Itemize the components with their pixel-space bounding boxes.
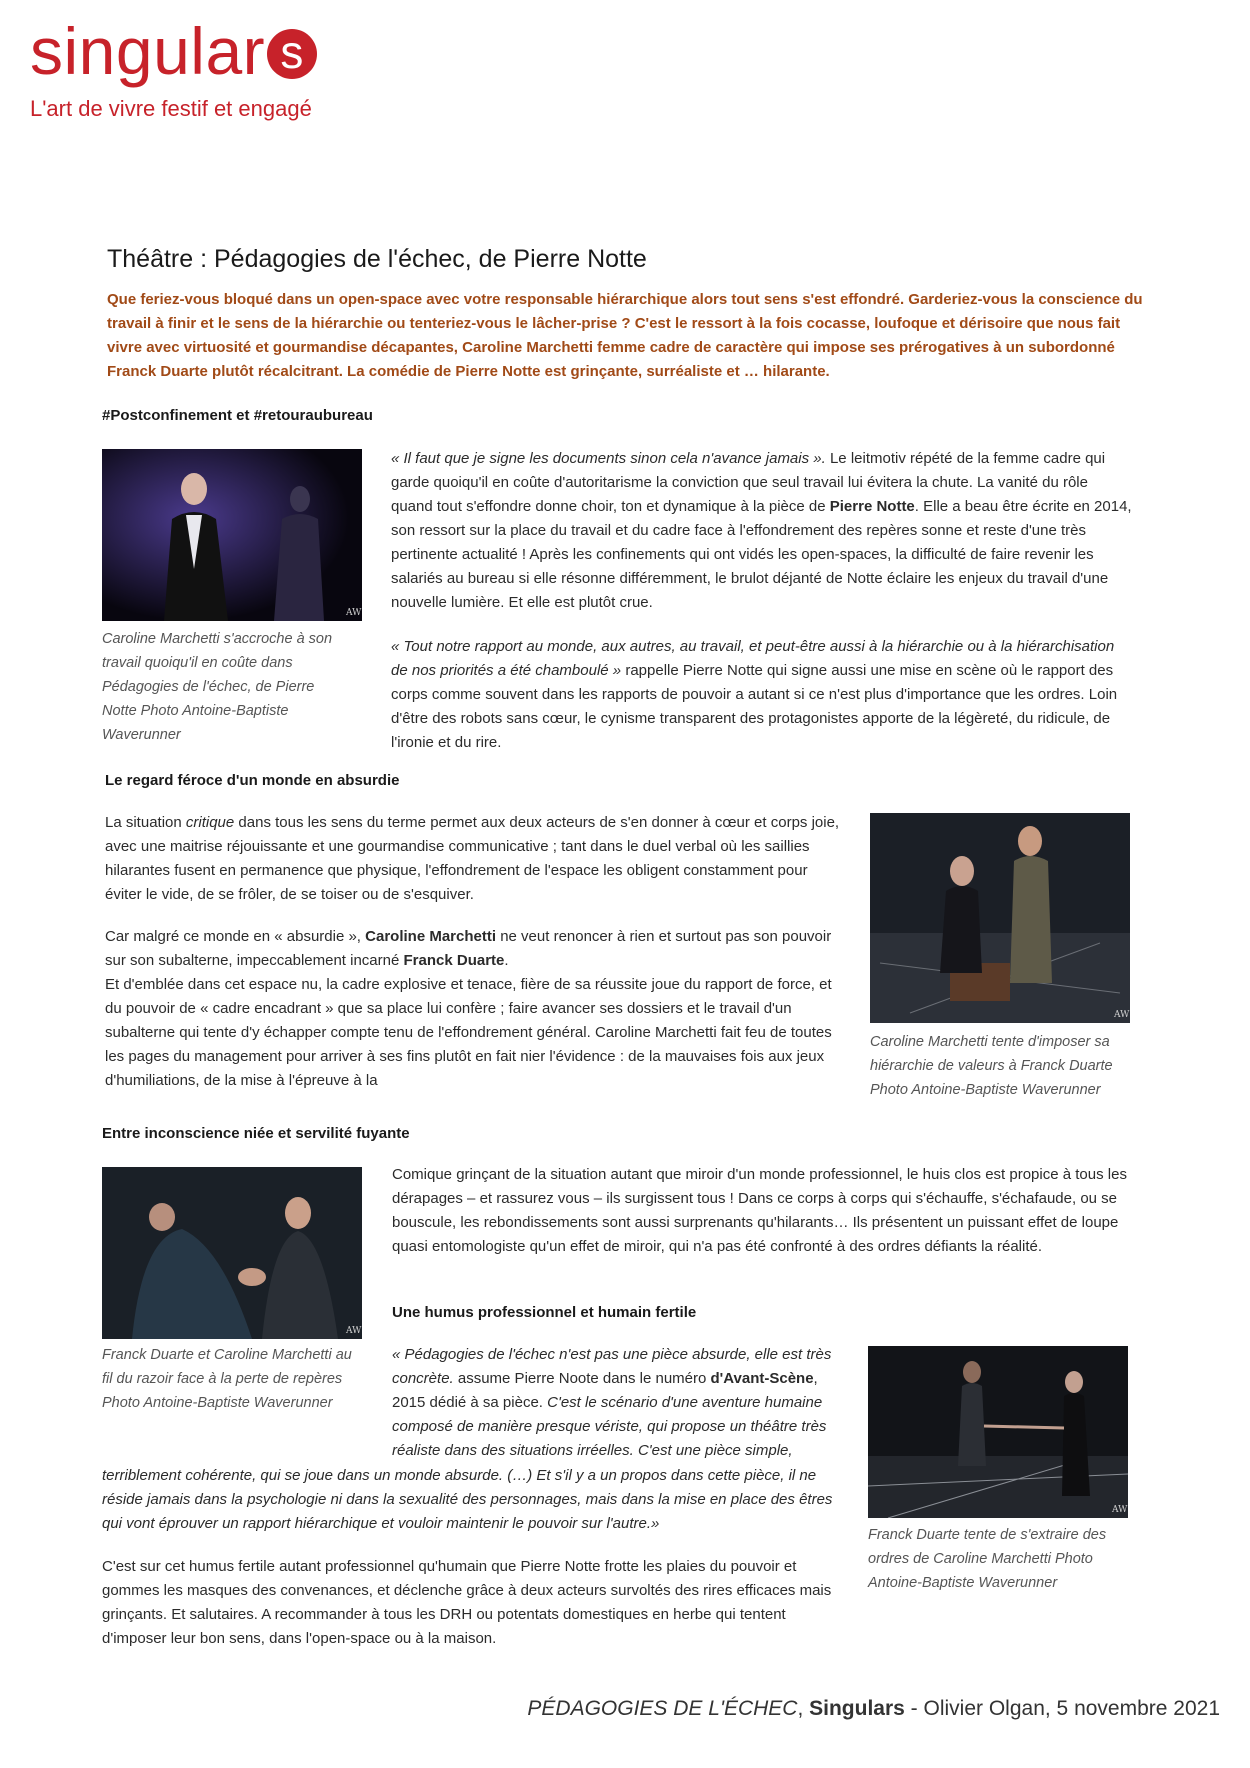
section2-paragraph-2: Car malgré ce monde en « absurdie », Caroline Marchetti ne veut renoncer à rien et surtout pas son pouvoir sur son subalterne, impeccablement incarné Franck Duarte. Et d'emblée dans cet espace nu, la cadre explosive et tenace, fière de sa réussite joue du rapport de force, et du pouvoir de « cadre encadrant » que sa place lui confère ; faire avancer ses dossiers et le travail d'un subalterne qui tente d'y échapper compte tenu de l'effondrement général. Caroline Marchetti fait feu de toutes les pages du management pour arriver à ses fins plutôt en fait nier l'évidence : de la mauvaises fois aux jeux d'humiliations, de la mise à l'épreuve à la	[105, 928, 832, 1089]
photo-3	[102, 1167, 362, 1339]
photo-watermark: AW	[346, 608, 362, 618]
section4-quote-part-2: terriblement cohérente, qui se joue dans un monde absurde. (…) Et s'il y a un propos dans cette pièce, il ne réside jamais dans la psychologie ni dans la sexualité des personnages, mais dans la mise en place des êtres qui vont éprouver un rapport hiérarchique et vouloir maintenir le pouvoir sur l'autre.»	[102, 1467, 833, 1532]
footer-credit: PÉDAGOGIES DE L'ÉCHEC, Singulars - Olivier Olgan, 5 novembre 2021	[527, 1697, 1220, 1720]
section1-paragraph-2: « Tout notre rapport au monde, aux autres, au travail, et peut-être aussi à la hiérarchie ou à la hiérarchisation de nos priorités a été chamboulé » rappelle Pierre Notte qui signe aussi une mise en scène où le rapport des corps comme souvent dans les rapports de pouvoir a autant si ce n'est plus d'importance que les ordres. Loin d'être des robots sans cœur, le cynisme transparent des protagonistes apporte de la légèreté, du ridicule, de l'ironie et du rire.	[391, 638, 1118, 751]
logo-tagline: L'art de vivre festif et engagé	[30, 96, 312, 121]
photo-1	[102, 449, 362, 621]
section3-paragraph-1: Comique grinçant de la situation autant que miroir d'un monde professionnel, le huis clos est propice à tous les dérapages – et rassurez vous – ils surgissent tous ! Dans ce corps à corps qui s'échauffe, s'échafaude, ou se bouscule, les rebondissements sont aussi surprenants qu'hilarants… Ils présentent un puissant effet de loupe quasi entomologiste qu'un effet de miroir, qui n'a pas été confronté à des ordres défiants la réalité.	[392, 1166, 1127, 1255]
section3-heading: Entre inconscience niée et servilité fuyante	[102, 1125, 410, 1142]
section1-paragraph-1: « Il faut que je signe les documents sinon cela n'avance jamais ». Le leitmotiv répété de la femme cadre qui garde quoiqu'il en coûte d'autoritarisme la conviction que seul travail lui évitera la chute. La vanité du rôle quand tout s'effondre donne choir, ton et dynamique à la pièce de Pierre Notte. Elle a beau être écrite en 2014, son ressort sur la place du travail et du cadre face à l'effondrement des repères sonne et reste d'une très pertinente actualité ! Après les confinements qui ont vidés les open-spaces, la difficulté de faire revenir les salariés au bureau si elle résonne différemment, le brulot déjanté de Notte éclaire les enjeux du travail d'une nouvelle lumière. Et elle est plutôt crue.	[391, 450, 1132, 611]
photo-1-caption: Caroline Marchetti s'accroche à son travail quoiqu'il en coûte dans Pédagogies de l'échec, de Pierre Notte Photo Antoine-Baptiste Waverunner	[102, 631, 333, 743]
photo-4-caption: Franck Duarte tente de s'extraire des ordres de Caroline Marchetti Photo Antoine-Baptiste Waverunner	[868, 1527, 1107, 1591]
section4-final-paragraph: C'est sur cet humus fertile autant professionnel qu'humain que Pierre Notte frotte les plaies du pouvoir et gommes les masques des convenances, et déclenche grâce à deux acteurs survoltés des rires efficaces mais grinçants. Et salutaires. A recommander à tous les DRH ou potentats domestiques en herbe qui tentent d'imposer leur bon sens, dans l'open-space ou à la maison.	[102, 1558, 832, 1647]
photo-3-caption: Franck Duarte et Caroline Marchetti au fil du razoir face à la perte de repères Photo Antoine-Baptiste Waverunner	[102, 1347, 352, 1411]
section4-heading: Une humus professionnel et humain fertile	[392, 1304, 697, 1321]
section2-heading: Le regard féroce d'un monde en absurdie	[105, 772, 400, 789]
section4-quote-part-1: « Pédagogies de l'échec n'est pas une pièce absurde, elle est très concrète. assume Pierre Noote dans le numéro d'Avant-Scène, 2015 dédié à sa pièce. C'est le scénario d'une aventure humaine composé de manière presque vériste, qui propose un théâtre très réaliste dans des situations irréelles. C'est une pièce simple,	[392, 1346, 832, 1459]
photo-watermark: AW	[1114, 1010, 1130, 1020]
footer-title: PÉDAGOGIES DE L'ÉCHEC	[527, 1697, 798, 1720]
footer-author-date: - Olivier Olgan, 5 novembre 2021	[904, 1697, 1220, 1720]
section2-paragraph-1: La situation critique dans tous les sens du terme permet aux deux acteurs de s'en donner à cœur et corps joie, avec une maitrise réjouissante et une gourmandise communicative ; tant dans le duel verbal où les saillies hilarantes fusent en permanence que physique, l'effondrement de l'espace les obligent constamment pour éviter le vide, de se frôler, de se toiser ou de s'esquiver.	[105, 814, 840, 903]
article-lead: Que feriez-vous bloqué dans un open-space avec votre responsable hiérarchique alors tout sens s'est effondré. Garderiez-vous la conscience du travail à finir et le sens de la hiérarchie ou tenteriez-vous le lâcher-prise ? C'est le ressort à la fois cocasse, loufoque et dérisoire que nous fait vivre avec virtuosité et gourmandise décapantes, Caroline Marchetti femme cadre de caractère qui impose ses prérogatives à un subordonné Franck Duarte plutôt récalcitrant. La comédie de Pierre Notte est grinçante, surréaliste et … hilarante.	[107, 291, 1143, 380]
logo[interactable]	[30, 14, 317, 88]
photo-2	[870, 813, 1130, 1023]
photo-watermark: AW	[346, 1326, 362, 1336]
photo-2-caption: Caroline Marchetti tente d'imposer sa hiérarchie de valeurs à Franck Duarte Photo Antoine-Baptiste Waverunner	[870, 1034, 1113, 1098]
article-title: Théâtre : Pédagogies de l'échec, de Pierre Notte	[107, 245, 647, 273]
section1-heading: #Postconfinement et #retouraubureau	[102, 407, 373, 424]
photo-4	[868, 1346, 1128, 1518]
logo-s-circle: s	[267, 29, 317, 79]
footer-publication: Singulars	[809, 1697, 905, 1720]
photo-watermark: AW	[1112, 1505, 1128, 1515]
logo-wordmark: singular	[30, 14, 266, 88]
